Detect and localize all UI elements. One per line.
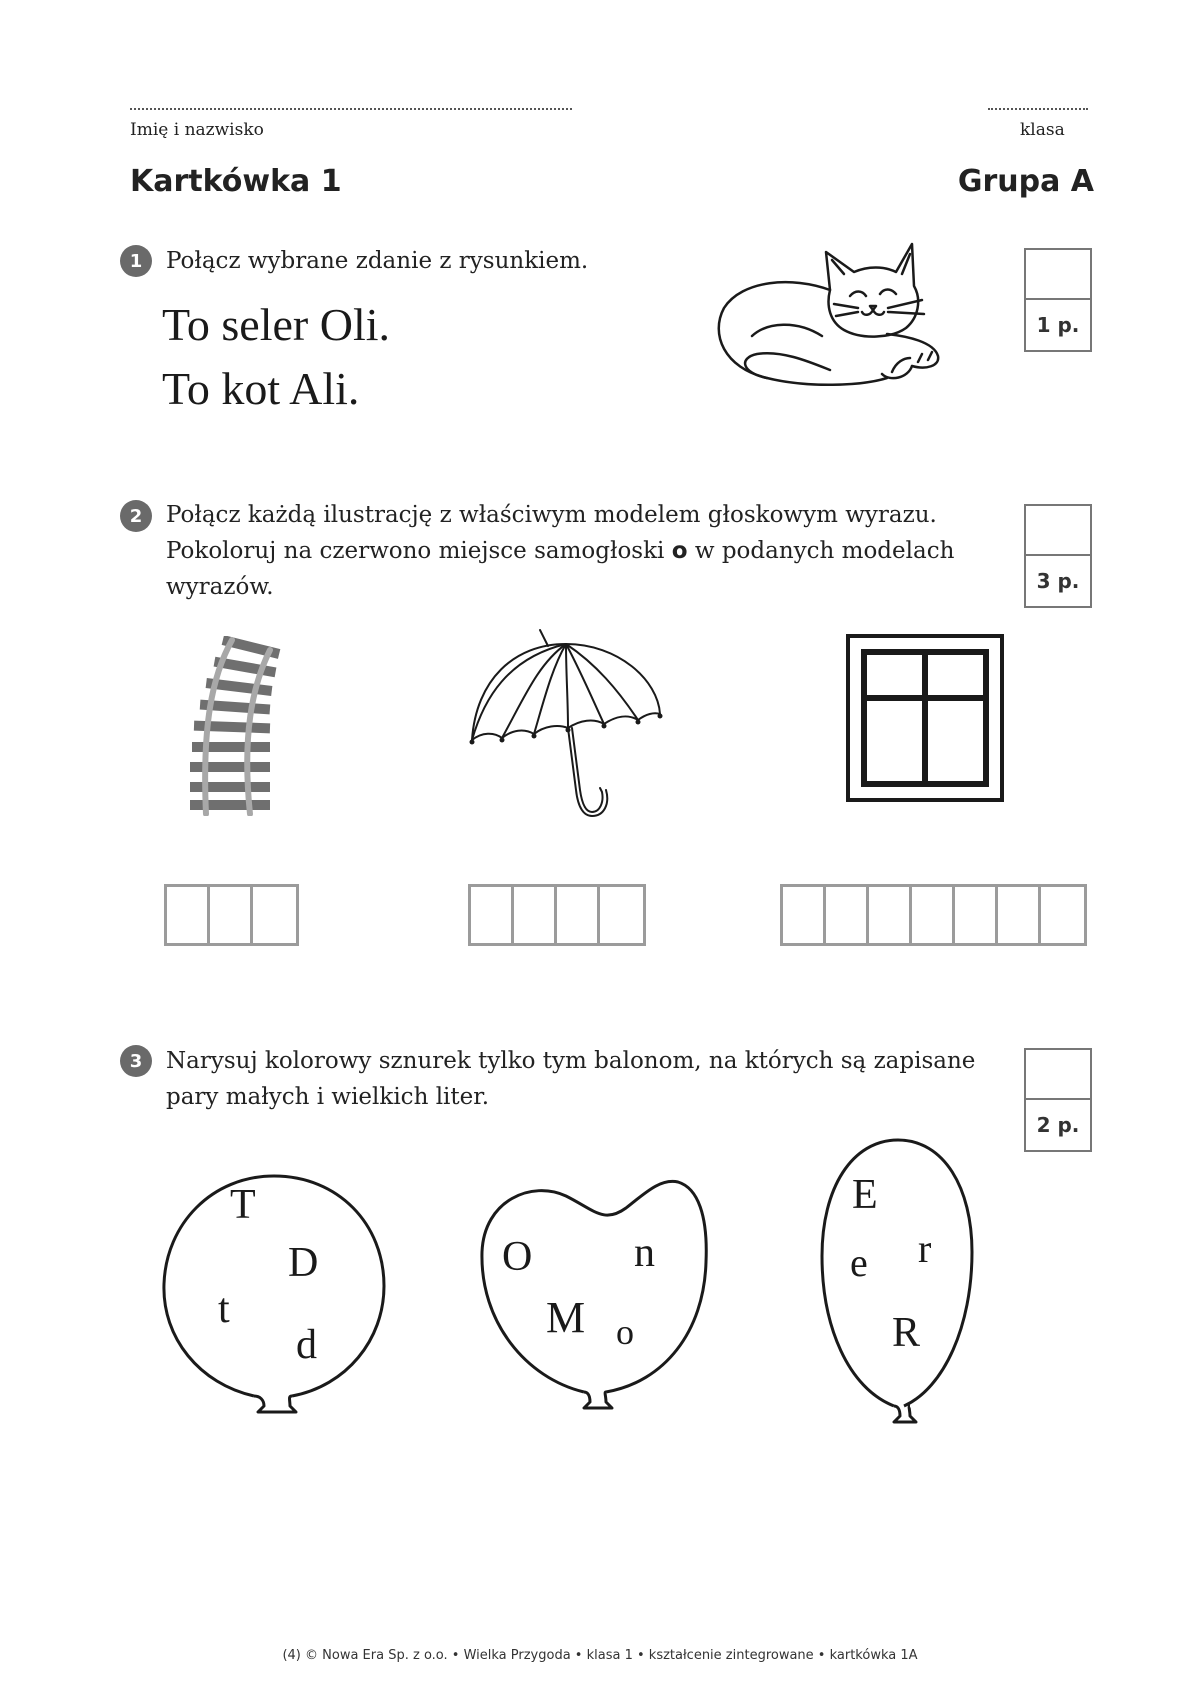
points-box-1 xyxy=(1024,248,1092,352)
balloon-letter: t xyxy=(218,1286,230,1332)
tracks-image[interactable] xyxy=(186,636,296,816)
balloon-letter: E xyxy=(852,1172,878,1218)
task2-line-2-post: w podanych modelach xyxy=(694,538,955,564)
sound-cell[interactable] xyxy=(998,887,1041,943)
task3-instruction xyxy=(166,1043,1006,1115)
balloon-2[interactable] xyxy=(476,1172,712,1422)
points-score-field[interactable] xyxy=(1026,1050,1090,1100)
group-label: Grupa A xyxy=(957,164,1094,199)
task2-line-1: Połącz każdą ilustrację z właściwym modelem głoskowym wyrazu. xyxy=(166,502,937,528)
word-model-7 xyxy=(780,884,1087,946)
umbrella-image[interactable] xyxy=(468,628,668,820)
balloon-letter: n xyxy=(634,1230,655,1276)
sound-cell[interactable] xyxy=(955,887,998,943)
points-box-3 xyxy=(1024,1048,1092,1152)
sound-cell[interactable] xyxy=(514,887,557,943)
points-value: 3 p. xyxy=(1036,569,1080,593)
word-model-4 xyxy=(468,884,646,946)
balloon-letter: r xyxy=(918,1226,932,1271)
balloon-letter: T xyxy=(230,1182,256,1228)
window-image[interactable] xyxy=(846,634,1004,802)
sound-cell[interactable] xyxy=(167,887,210,943)
balloon-letter: M xyxy=(546,1293,586,1342)
points-score-field[interactable] xyxy=(1026,506,1090,556)
points-score-field[interactable] xyxy=(1026,250,1090,300)
sound-cell[interactable] xyxy=(783,887,826,943)
sound-cell[interactable] xyxy=(600,887,643,943)
sound-cell[interactable] xyxy=(557,887,600,943)
sentence-1[interactable]: To seler Oli. xyxy=(162,299,391,350)
balloon-letter: d xyxy=(296,1322,317,1368)
sound-cell[interactable] xyxy=(912,887,955,943)
class-label: klasa xyxy=(1020,120,1065,140)
sound-cell[interactable] xyxy=(471,887,514,943)
balloon-letter: o xyxy=(616,1312,634,1352)
points-value: 1 p. xyxy=(1036,313,1080,337)
vowel-letter: o xyxy=(671,538,688,564)
umbrella-icon xyxy=(468,628,668,820)
sound-cell[interactable] xyxy=(869,887,912,943)
sound-cell[interactable] xyxy=(826,887,869,943)
task3-line-1: Narysuj kolorowy sznurek tylko tym balonom, na których są zapisane xyxy=(166,1048,976,1074)
word-model-3 xyxy=(164,884,299,946)
class-line[interactable] xyxy=(988,108,1088,110)
page-title: Kartkówka 1 xyxy=(130,164,342,199)
cat-image[interactable] xyxy=(712,238,962,398)
name-line[interactable] xyxy=(130,108,572,110)
task2-line-3: wyrazów. xyxy=(166,574,274,600)
points-box-2 xyxy=(1024,504,1092,608)
task2-instruction xyxy=(166,497,996,605)
window-icon xyxy=(846,634,1004,802)
balloon-1[interactable] xyxy=(160,1172,390,1422)
name-label: Imię i nazwisko xyxy=(130,120,264,140)
sound-cell[interactable] xyxy=(210,887,253,943)
balloon-letter: O xyxy=(502,1234,533,1280)
sentence-2[interactable]: To kot Ali. xyxy=(162,363,360,414)
page-footer: (4) © Nowa Era Sp. z o.o. • Wielka Przygoda • klasa 1 • kształcenie zintegrowane • kartkówka 1A xyxy=(282,1648,918,1663)
sound-cell[interactable] xyxy=(1041,887,1084,943)
balloon-3[interactable] xyxy=(818,1136,978,1436)
balloon-letter: R xyxy=(892,1310,921,1356)
railway-tracks-icon xyxy=(186,636,296,816)
balloon-letter: e xyxy=(850,1240,868,1285)
cat-icon xyxy=(712,238,962,398)
task1-instruction: Połącz wybrane zdanie z rysunkiem. xyxy=(166,248,589,274)
balloon-letter: D xyxy=(288,1240,319,1286)
task-number-1: 1 xyxy=(120,245,152,277)
points-value: 2 p. xyxy=(1036,1113,1080,1137)
task2-line-2 xyxy=(166,533,996,569)
task-number-3: 3 xyxy=(120,1045,152,1077)
task2-line-2-pre: Pokoloruj na czerwono miejsce samogłoski xyxy=(166,538,665,564)
task-number-2: 2 xyxy=(120,500,152,532)
task3-line-2: pary małych i wielkich liter. xyxy=(166,1084,490,1110)
sound-cell[interactable] xyxy=(253,887,296,943)
